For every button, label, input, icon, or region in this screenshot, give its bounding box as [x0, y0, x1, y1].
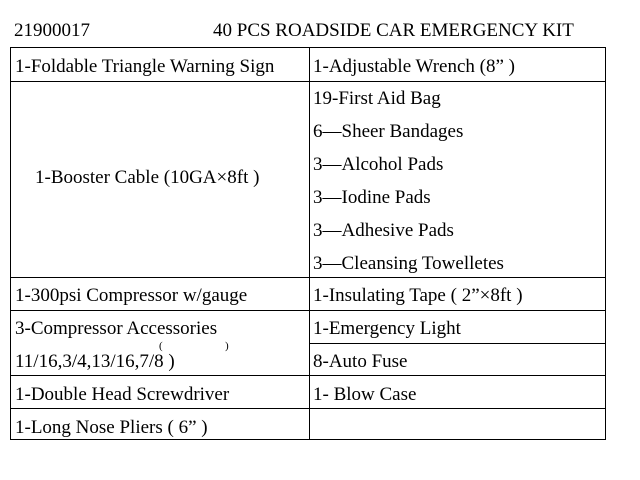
item-blow-case: 1- Blow Case	[313, 384, 417, 405]
item-long-nose-pliers: 1-Long Nose Pliers ( 6” )	[15, 417, 208, 438]
row-divider	[310, 81, 605, 82]
item-accessory-sizes: 11/16,3/4,13/16,7/8 )	[15, 351, 175, 372]
row-divider	[310, 375, 605, 376]
row-divider	[310, 343, 605, 344]
row-divider	[11, 375, 309, 376]
row-divider	[11, 310, 309, 311]
row-divider	[310, 408, 605, 409]
item-auto-fuse: 8-Auto Fuse	[313, 351, 408, 372]
kit-code: 21900017	[14, 20, 90, 41]
row-divider	[310, 310, 605, 311]
item-iodine-pads: 3—Iodine Pads	[313, 187, 431, 208]
item-first-aid-bag: 19-First Aid Bag	[313, 88, 441, 109]
item-alcohol-pads: 3—Alcohol Pads	[313, 154, 444, 175]
item-compressor-accessories: 3-Compressor Accessories	[15, 318, 218, 339]
row-divider	[11, 408, 309, 409]
column-divider	[309, 48, 310, 439]
item-screwdriver: 1-Double Head Screwdriver	[15, 384, 230, 405]
row-divider	[11, 81, 309, 82]
row-divider	[310, 277, 605, 278]
item-cleansing-towelletes: 3—Cleansing Towelletes	[313, 253, 504, 274]
kit-contents-table	[10, 47, 606, 440]
item-emergency-light: 1-Emergency Light	[313, 318, 461, 339]
item-insulating-tape: 1-Insulating Tape ( 2”×8ft )	[313, 285, 523, 306]
item-sheer-bandages: 6—Sheer Bandages	[313, 121, 464, 142]
kit-title: 40 PCS ROADSIDE CAR EMERGENCY KIT	[213, 20, 574, 41]
item-adjustable-wrench: 1-Adjustable Wrench (8” )	[313, 56, 516, 77]
item-booster-cable: 1-Booster Cable (10GA×8ft )	[35, 167, 260, 188]
row-divider	[11, 277, 309, 278]
item-triangle-warning-sign: 1-Foldable Triangle Warning Sign	[15, 56, 275, 77]
bracket-mark-right: )	[225, 340, 229, 352]
item-adhesive-pads: 3—Adhesive Pads	[313, 220, 454, 241]
bracket-mark-left: (	[159, 340, 163, 352]
item-compressor: 1-300psi Compressor w/gauge	[15, 285, 248, 306]
